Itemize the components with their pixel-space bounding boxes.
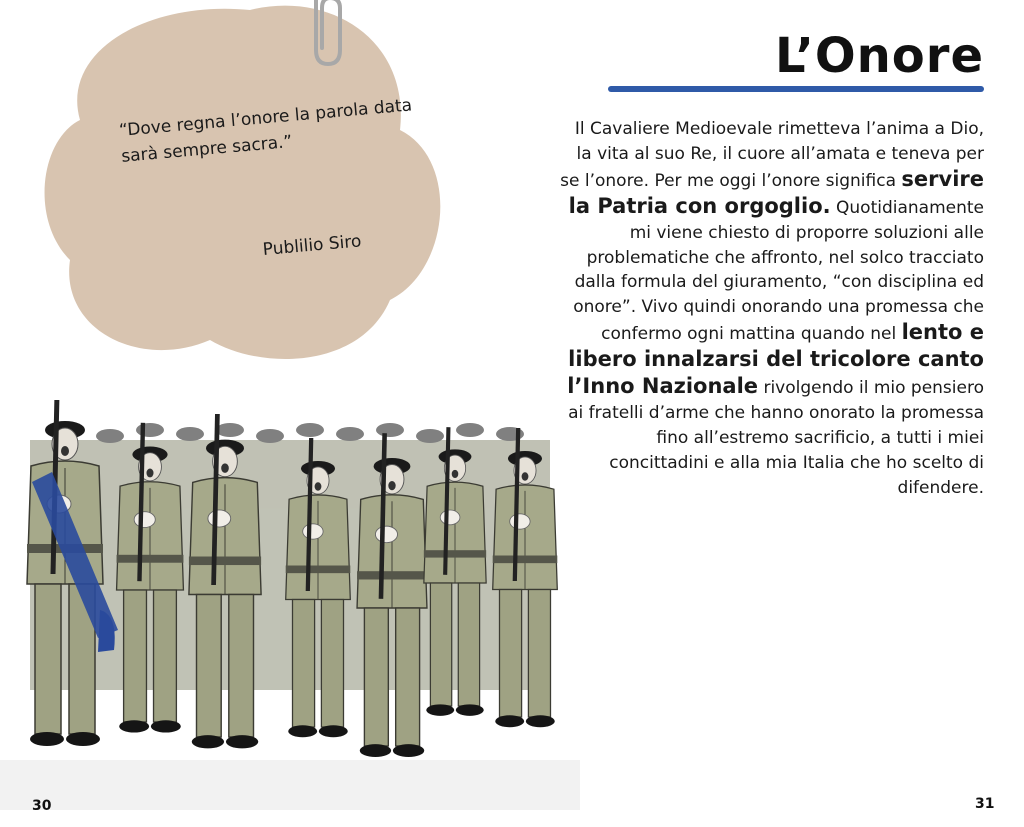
page-number-right: 31 bbox=[975, 796, 995, 812]
quote-text: “Dove regna l’onore la parola data sarà sempre sacra.” bbox=[118, 95, 413, 167]
title-underline bbox=[608, 86, 984, 92]
quote-author: Publilio Siro bbox=[262, 231, 363, 260]
page-title: L’Onore bbox=[775, 28, 984, 84]
body-text-part: Il Cavaliere Medioevale rimetteva l’anima a Dio, la vita al suo Re, il cuore all’amata e teneva per se l’onore. Per me oggi l’onore significa bbox=[560, 119, 984, 191]
emphasis-text: lento e libero innalzarsi del tricolore canto l’Inno Nazionale bbox=[567, 320, 984, 399]
paperclip-icon bbox=[300, 0, 350, 72]
page-number-left: 30 bbox=[32, 798, 52, 814]
body-text-part: Quotidianamente mi viene chiesto di proporre soluzioni alle problematiche che affronto, nel solco tracciato dalla formula del giuramento, “con disciplina ed onore”. Vivo quindi onorando una promessa che confermo ogni mattina quando nel bbox=[573, 197, 984, 345]
emphasis-text: servire la Patria con orgoglio. bbox=[568, 166, 984, 218]
quote-note bbox=[40, 0, 460, 370]
body-paragraph bbox=[560, 117, 984, 501]
body-text-part: rivolgendo il mio pensiero ai fratelli d’arme che hanno onorato la promessa fino all’estremo sacrificio, a tutti i miei concittadini e alla mia Italia che ho scelto di difendere. bbox=[568, 378, 984, 498]
soldiers-photo bbox=[0, 400, 580, 810]
